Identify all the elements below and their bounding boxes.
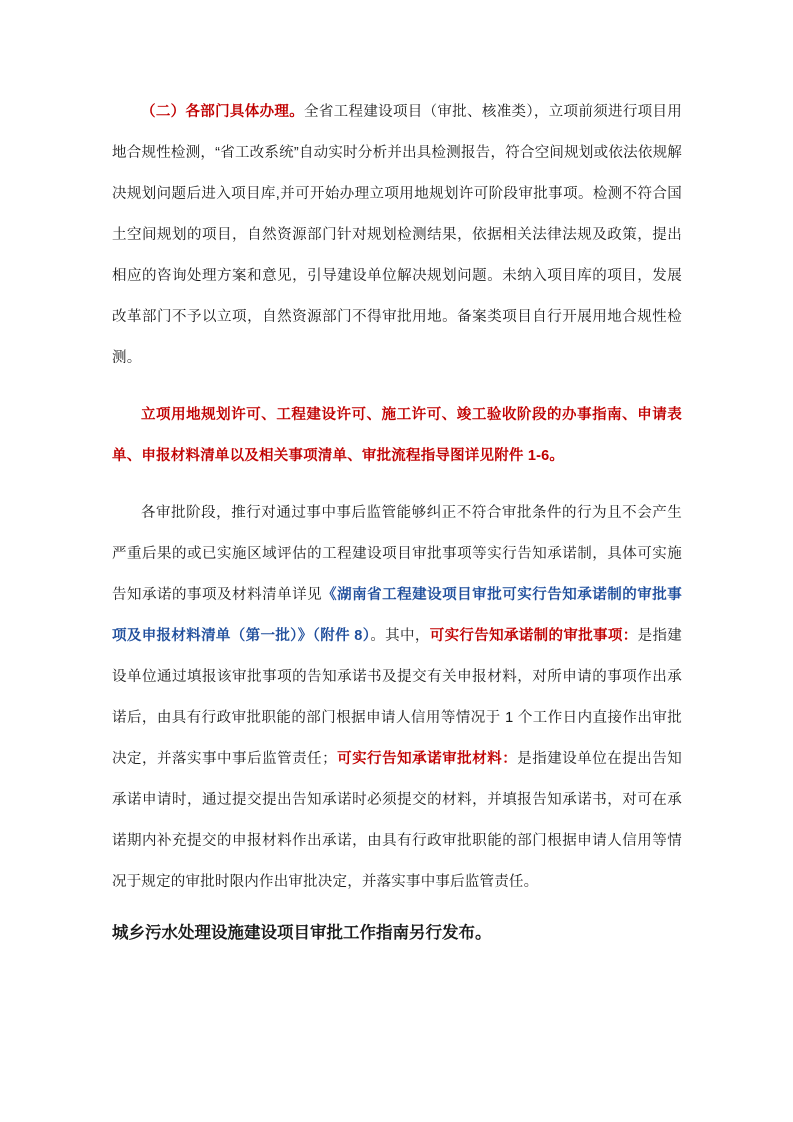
paragraph-2-run-1: 立项用地规划许可、工程建设许可、施工许可、竣工验收阶段的办事指南、申请表单、申报材料清单以及相关事项清单、审批流程指导图详见附件 1-6。 — [112, 407, 682, 464]
paragraph-3-run-2-link[interactable]: 《湖南省工程建设项目审批可实行告知承诺制的审批事项及申报材料清单（第一批）》（附件 8） — [112, 587, 682, 644]
paragraph-3-run-6: 可实行告知承诺审批材料： — [336, 751, 518, 767]
paragraph-spacer-3 — [112, 903, 682, 911]
paragraph-spacer-1 — [112, 379, 682, 395]
paragraph-departments-handling — [112, 92, 682, 379]
paragraph-commitment-system — [112, 493, 682, 903]
paragraph-1-run-2: 全省工程建设项目（审批、核准类），立项前须进行项目用地合规性检测，“省工改系统”自动实时分析并出具检测报告，符合空间规划或依法依规解决规划问题后进入项目库,并可开始办理立项用地规划许可阶段审批事项。检测不符合国土空间规划的项目，自然资源部门针对规划检测结果，依据相关法律法规及政策，提出相应的咨询处理方案和意见，引导建设单位解决规划问题。未纳入项目库的项目，发展改革部门不予以立项，自然资源部门不得审批用地。备案类项目自行开展用地合规性检测。 — [112, 104, 682, 366]
paragraph-3-run-4: 可实行告知承诺制的审批事项： — [429, 628, 638, 644]
paragraph-3-run-1: 各审批阶段，推行对通过事中事后监管能够纠正不符合审批条件的行为且不会产生严重后果的或已实施区域评估的工程建设项目审批事项等实行告知承诺制，具体可实施告知承诺的事项及材料清单详见 — [112, 505, 682, 603]
document-body — [112, 92, 682, 955]
paragraph-3-run-7: 是指建设单位在提出告知承诺申请时，通过提交提出告知承诺时必须提交的材料，并填报告知承诺书，对可在承诺期内补充提交的申报材料作出承诺，由具有行政审批职能的部门根据申请人信用等情况于规定的审批时限内作出审批决定，并落实事中事后监管责任。 — [112, 751, 682, 890]
paragraph-spacer-2 — [112, 477, 682, 493]
closing-statement: 城乡污水处理设施建设项目审批工作指南另行发布。 — [112, 924, 492, 942]
paragraph-1-run-1: （二）各部门具体办理。 — [141, 104, 305, 120]
paragraph-3-run-5: 是指建设单位通过填报该审批事项的告知承诺书及提交有关申报材料，对所申请的事项作出承诺后，由具有行政审批职能的部门根据申请人信用等情况于 1 个工作日内直接作出审批决定，并落实事中事后监管责任； — [112, 628, 682, 767]
paragraph-3-run-3: 。其中， — [370, 628, 430, 644]
paragraph-attachments-guide — [112, 395, 682, 477]
